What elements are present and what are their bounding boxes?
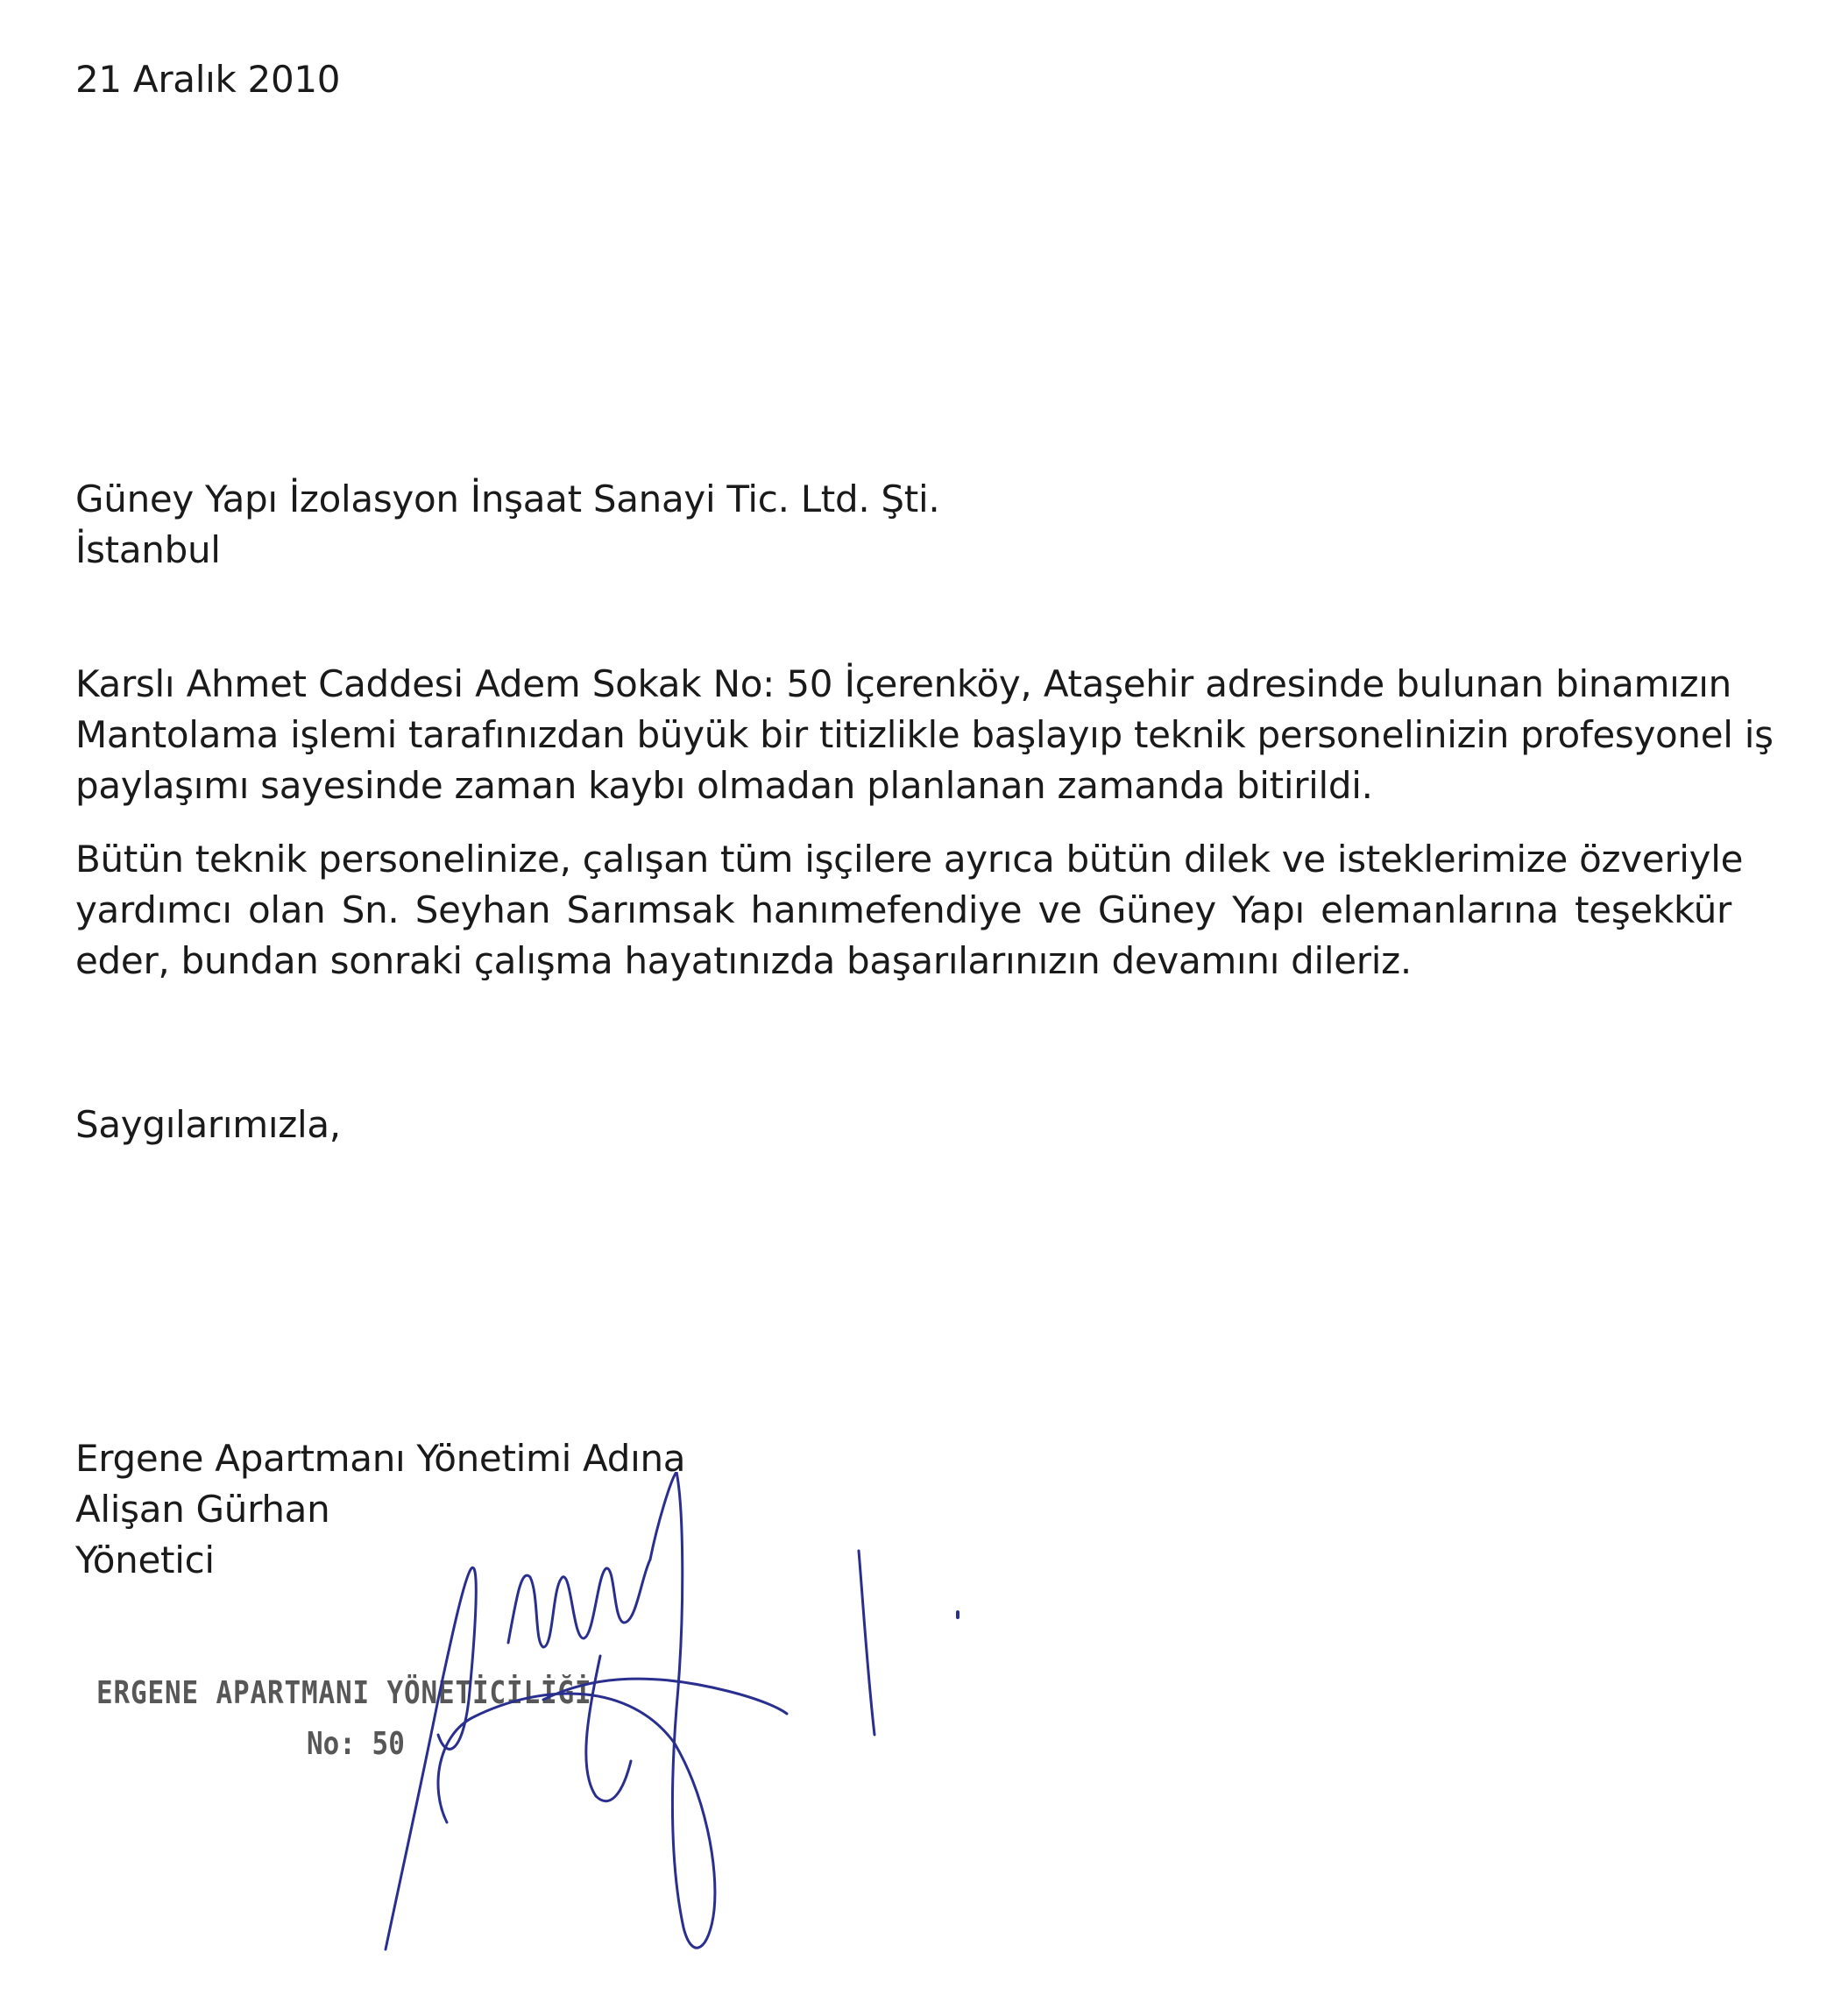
paragraph-line: Karslı Ahmet Caddesi Adem Sokak No: 50 İçerenköy, Ataşehir adresinde bulunan binamızın [75, 662, 1731, 705]
signature-stroke [543, 1679, 787, 1714]
signature-stroke [859, 1551, 874, 1735]
signatory-organization: Ergene Apartmanı Yönetimi Adına [75, 1437, 686, 1480]
closing-salutation: Saygılarımızla, [75, 1103, 341, 1146]
body-paragraph-2 [75, 834, 1744, 987]
signature-stroke [508, 1560, 650, 1647]
recipient-block [75, 474, 939, 576]
paragraph-line: Mantolama işlemi tarafınızdan büyük bir titizlikle başlayıp teknik personelinizin profesyonel iş [75, 713, 1774, 756]
signature-stroke [438, 1472, 715, 1948]
paragraph-line: yardımcı olan Sn. Seyhan Sarımsak hanımefendiye ve Güney Yapı elemanlarına teşekkür [75, 888, 1731, 931]
recipient-company: Güney Yapı İzolasyon İnşaat Sanayi Tic. Ltd. Şti. [75, 477, 940, 520]
letter-date: 21 Aralık 2010 [75, 58, 341, 101]
paragraph-line: eder, bundan sonraki çalışma hayatınızda başarılarınızın devamını dileriz. [75, 939, 1412, 982]
recipient-city: İstanbul [75, 528, 221, 571]
signatory-name: Alişan Gürhan [75, 1488, 330, 1531]
paragraph-line: paylaşımı sayesinde zaman kaybı olmadan planlanan zamanda bitirildi. [75, 764, 1373, 807]
paragraph-line: Bütün teknik personelinize, çalışan tüm işçilere ayrıca bütün dilek ve isteklerimize özveriyle [75, 838, 1744, 881]
stamp-line-2: No: 50 [307, 1726, 405, 1762]
signatory-title: Yönetici [75, 1539, 215, 1581]
body-paragraph-1 [75, 659, 1774, 811]
handwritten-signature [368, 1472, 929, 1980]
ink-mark [956, 1610, 959, 1619]
signature-stroke [586, 1656, 631, 1801]
stamp-line-1: ERGENE APARTMANI YÖNETİCİLİĞİ [96, 1675, 592, 1711]
signature-stroke [386, 1567, 476, 1949]
